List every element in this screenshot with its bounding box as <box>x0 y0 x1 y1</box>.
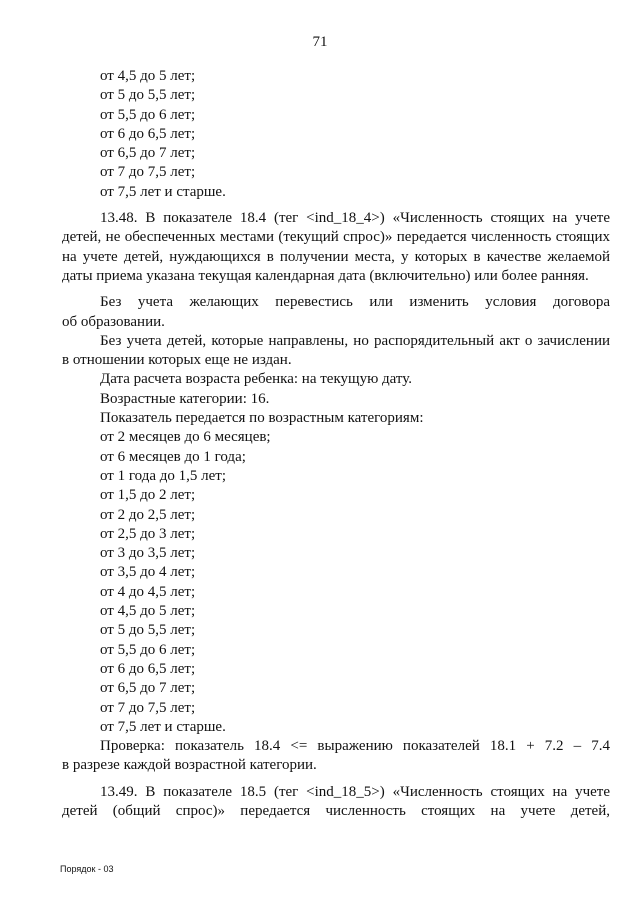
text-line: от 6 до 6,5 лет; <box>100 125 196 142</box>
text-line: от 4,5 до 5 лет; <box>100 603 196 620</box>
text-line: Возрастные категории: 16. <box>100 390 270 407</box>
text-line: от 1 года до 1,5 лет; <box>100 467 226 484</box>
document-body <box>62 67 610 821</box>
text-line: даты приема указана текущая календарная дата (включительно) или более ранняя. <box>62 267 589 284</box>
text-line: 13.49. В показателе 18.5 (тег <ind_18_5>) «Численность стоящих на учете <box>100 783 610 800</box>
text-line: от 5 до 5,5 лет; <box>100 622 196 639</box>
text-line: Проверка: показатель 18.4 <= выражению показателей 18.1 + 7.2 – 7.4 <box>100 738 610 755</box>
text-line: Без учета желающих перевестись или изменить условия договора <box>100 294 610 311</box>
text-line: от 7 до 7,5 лет; <box>100 164 196 181</box>
text-line: от 2,5 до 3 лет; <box>100 525 196 542</box>
text-line: от 7,5 лет и старше. <box>100 718 226 735</box>
text-line: от 5,5 до 6 лет; <box>100 641 196 658</box>
page-number: 71 <box>312 34 328 50</box>
text-line: Показатель передается по возрастным категориям: <box>100 410 424 427</box>
text-line: от 3 до 3,5 лет; <box>100 545 196 562</box>
text-line: от 6 до 6,5 лет; <box>100 660 196 677</box>
footer-label: Порядок - 03 <box>60 864 114 874</box>
text-line: от 5 до 5,5 лет; <box>100 87 196 104</box>
text-line: от 4,5 до 5 лет; <box>100 68 196 84</box>
text-line: детей, не обеспеченных местами (текущий спрос)» передается численность стоящих <box>62 229 610 246</box>
text-line: Дата расчета возраста ребенка: на текущую дату. <box>100 371 413 388</box>
text-line: детей (общий спрос)» передается численность стоящих на учете детей, <box>62 802 610 819</box>
text-line: от 3,5 до 4 лет; <box>100 564 196 581</box>
text-line: Без учета детей, которые направлены, но распорядительный акт о зачислении <box>100 332 610 349</box>
text-line: от 6 месяцев до 1 года; <box>100 448 246 465</box>
text-line: от 2 до 2,5 лет; <box>100 506 196 523</box>
text-line: от 7 до 7,5 лет; <box>100 699 196 716</box>
text-line: от 7,5 лет и старше. <box>100 183 226 200</box>
text-line: от 4 до 4,5 лет; <box>100 583 196 600</box>
text-line: об образовании. <box>62 313 165 330</box>
text-line: от 6,5 до 7 лет; <box>100 145 196 162</box>
text-line: в разрезе каждой возрастной категории. <box>62 757 317 774</box>
text-line: от 2 месяцев до 6 месяцев; <box>100 429 271 446</box>
text-line: в отношении которых еще не издан. <box>62 352 292 369</box>
text-line: 13.48. В показателе 18.4 (тег <ind_18_4>) «Численность стоящих на учете <box>100 210 610 227</box>
text-line: от 6,5 до 7 лет; <box>100 680 196 697</box>
text-line: от 5,5 до 6 лет; <box>100 106 196 123</box>
text-line: от 1,5 до 2 лет; <box>100 487 196 504</box>
text-line: на учете детей, нуждающихся в получении места, у которых в качестве желаемой <box>62 248 610 265</box>
